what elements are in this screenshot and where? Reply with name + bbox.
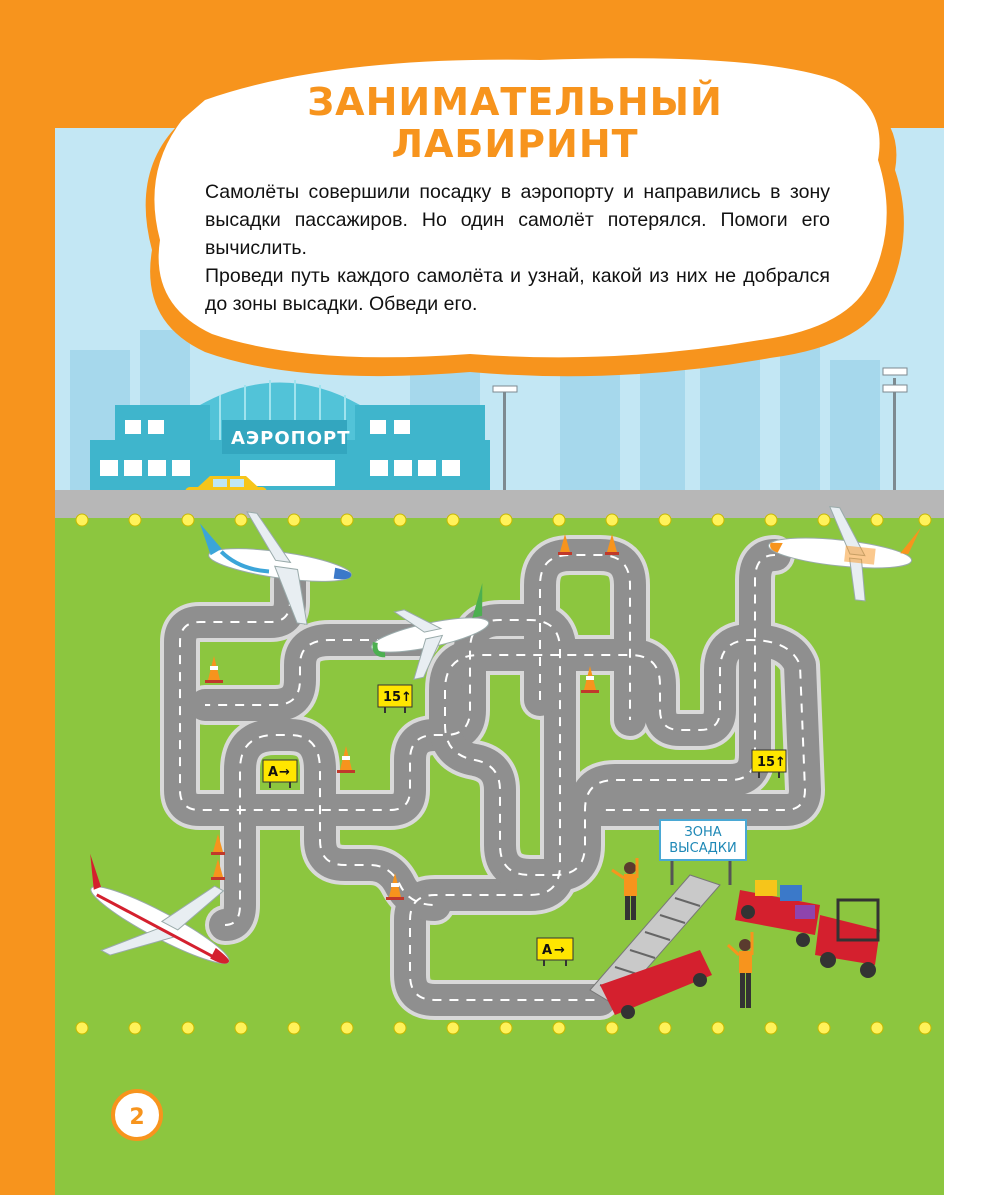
sign-gate-a-lower-label: A [542, 943, 553, 958]
up-arrow-icon: ↑ [401, 690, 412, 705]
drop-zone-label-1: ЗОНА [684, 825, 722, 840]
sign-gate-a-upper-label: A [268, 765, 279, 780]
sign-15-left-label: 15 [383, 690, 402, 705]
page-number-badge [113, 1091, 161, 1139]
right-arrow-icon: → [554, 943, 565, 958]
page-number: 2 [129, 1105, 145, 1130]
title-line-1: ЗАНИМАТЕЛЬНЫЙ [307, 80, 723, 124]
bottom-margin [0, 1195, 1000, 1200]
title-line-2: ЛАБИРИНТ [391, 122, 639, 166]
instructions-paragraph-1: Самолёты совершили посадку в аэропорту и направились в зону высадки пассажиров. Но один самолёт потерялся. Помоги его вычислить. [205, 181, 830, 259]
instructions-paragraph-2: Проведи путь каждого самолёта и узнай, какой из них не добрался до зоны высадки. Обведи его. [205, 265, 830, 315]
instructions-text [205, 178, 830, 318]
sign-15-right-label: 15 [757, 755, 776, 770]
right-arrow-icon: → [279, 765, 290, 780]
airport-sign: АЭРОПОРТ [231, 428, 351, 449]
up-arrow-icon: ↑ [775, 755, 786, 770]
right-margin [944, 0, 1000, 1200]
drop-zone-label-2: ВЫСАДКИ [669, 841, 737, 856]
